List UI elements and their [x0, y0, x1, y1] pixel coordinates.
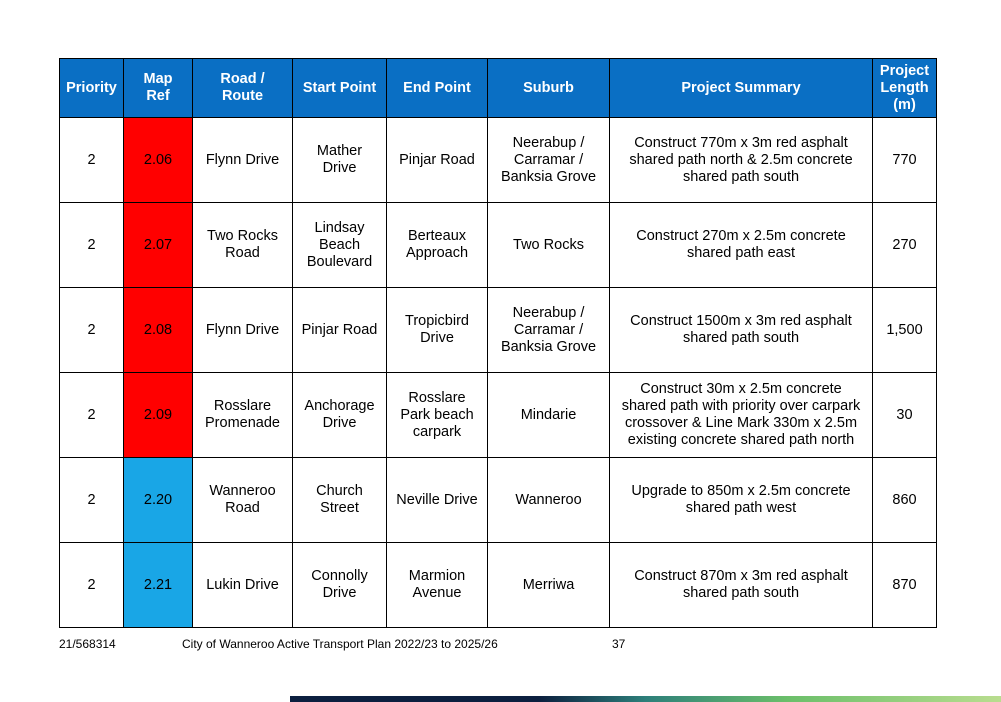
cell-map-ref: 2.09 [124, 373, 193, 458]
cell-project-length: 270 [873, 203, 937, 288]
cell-road-route: Flynn Drive [193, 288, 293, 373]
cell-suburb: Merriwa [488, 543, 610, 628]
cell-road-route: Lukin Drive [193, 543, 293, 628]
table-row [60, 458, 937, 543]
header-priority: Priority [60, 59, 124, 118]
cell-priority: 2 [60, 543, 124, 628]
cell-project-length: 860 [873, 458, 937, 543]
table-row [60, 118, 937, 203]
cell-map-ref: 2.07 [124, 203, 193, 288]
cell-end-point: Rosslare Park beach carpark [387, 373, 488, 458]
cell-end-point: Pinjar Road [387, 118, 488, 203]
cell-suburb: Neerabup / Carramar / Banksia Grove [488, 118, 610, 203]
projects-table [59, 58, 937, 628]
header-map-ref: Map Ref [124, 59, 193, 118]
cell-end-point: Berteaux Approach [387, 203, 488, 288]
cell-start-point: Pinjar Road [293, 288, 387, 373]
cell-project-length: 1,500 [873, 288, 937, 373]
footer-doc-title: City of Wanneroo Active Transport Plan 2022/23 to 2025/26 [182, 637, 498, 651]
cell-map-ref: 2.21 [124, 543, 193, 628]
cell-project-summary: Upgrade to 850m x 2.5m concrete shared path west [610, 458, 873, 543]
table-row [60, 203, 937, 288]
header-project-length: Project Length (m) [873, 59, 937, 118]
cell-road-route: Wanneroo Road [193, 458, 293, 543]
cell-start-point: Mather Drive [293, 118, 387, 203]
header-suburb: Suburb [488, 59, 610, 118]
header-project-summary: Project Summary [610, 59, 873, 118]
cell-priority: 2 [60, 458, 124, 543]
table-header-row [60, 59, 937, 118]
cell-suburb: Wanneroo [488, 458, 610, 543]
cell-project-summary: Construct 270m x 2.5m concrete shared path east [610, 203, 873, 288]
table-row [60, 543, 937, 628]
cell-start-point: Church Street [293, 458, 387, 543]
cell-project-length: 770 [873, 118, 937, 203]
cell-project-summary: Construct 30m x 2.5m concrete shared path with priority over carpark crossover & Line Mark 330m x 2.5m existing concrete shared path north [610, 373, 873, 458]
cell-road-route: Rosslare Promenade [193, 373, 293, 458]
header-start-point: Start Point [293, 59, 387, 118]
footer-doc-number: 21/568314 [59, 637, 116, 651]
table-row [60, 288, 937, 373]
decorative-footer-bar [290, 696, 1001, 702]
cell-map-ref: 2.06 [124, 118, 193, 203]
cell-road-route: Two Rocks Road [193, 203, 293, 288]
cell-project-length: 30 [873, 373, 937, 458]
cell-map-ref: 2.20 [124, 458, 193, 543]
cell-end-point: Tropicbird Drive [387, 288, 488, 373]
cell-priority: 2 [60, 118, 124, 203]
header-road-route: Road / Route [193, 59, 293, 118]
footer-page-number: 37 [612, 637, 626, 651]
cell-start-point: Connolly Drive [293, 543, 387, 628]
cell-project-summary: Construct 770m x 3m red asphalt shared path north & 2.5m concrete shared path south [610, 118, 873, 203]
cell-priority: 2 [60, 203, 124, 288]
cell-priority: 2 [60, 373, 124, 458]
table-row [60, 373, 937, 458]
cell-project-summary: Construct 1500m x 3m red asphalt shared path south [610, 288, 873, 373]
header-end-point: End Point [387, 59, 488, 118]
cell-start-point: Lindsay Beach Boulevard [293, 203, 387, 288]
cell-end-point: Neville Drive [387, 458, 488, 543]
cell-suburb: Two Rocks [488, 203, 610, 288]
cell-project-summary: Construct 870m x 3m red asphalt shared path south [610, 543, 873, 628]
cell-priority: 2 [60, 288, 124, 373]
cell-suburb: Neerabup / Carramar / Banksia Grove [488, 288, 610, 373]
cell-project-length: 870 [873, 543, 937, 628]
cell-road-route: Flynn Drive [193, 118, 293, 203]
cell-suburb: Mindarie [488, 373, 610, 458]
cell-start-point: Anchorage Drive [293, 373, 387, 458]
cell-map-ref: 2.08 [124, 288, 193, 373]
cell-end-point: Marmion Avenue [387, 543, 488, 628]
